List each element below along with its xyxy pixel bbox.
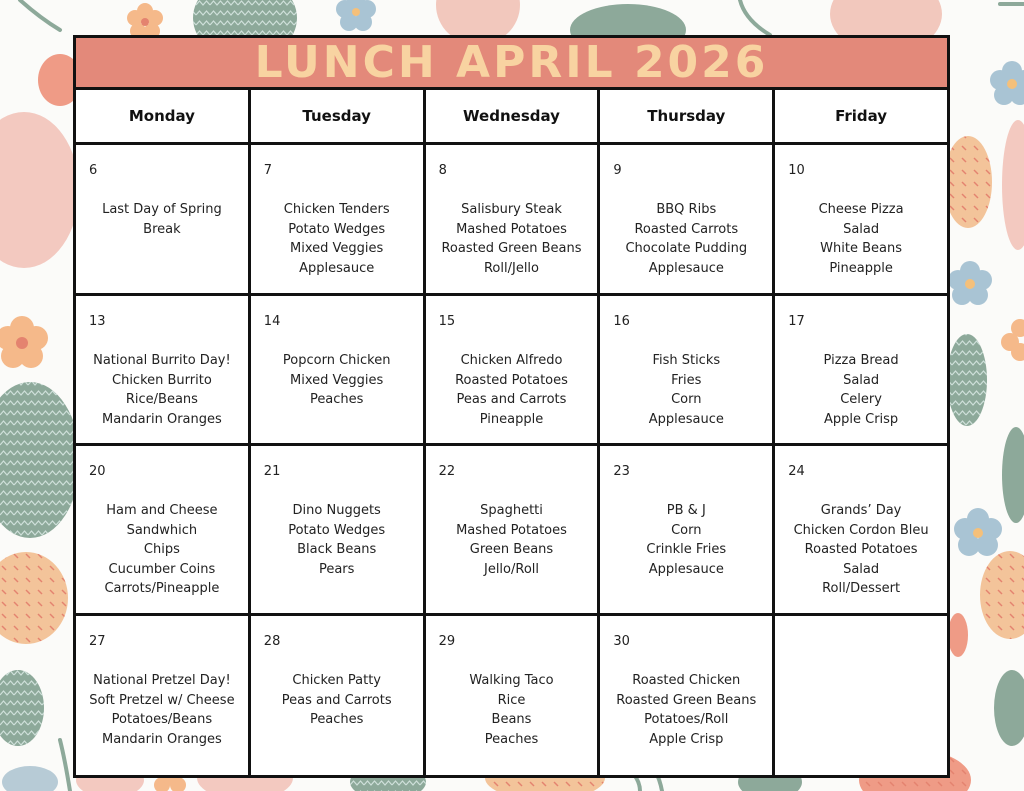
day-cell xyxy=(599,144,774,295)
menu-list xyxy=(600,351,772,429)
menu-item: Salad xyxy=(843,372,880,388)
day-cell xyxy=(249,445,424,615)
day-number: 16 xyxy=(613,314,630,329)
menu-list xyxy=(426,671,598,749)
day-cell xyxy=(75,445,250,615)
day-number: 14 xyxy=(263,314,281,329)
menu-item: Soft Pretzel w/ Cheese xyxy=(89,692,235,708)
weekday-header-monday: Monday xyxy=(75,89,250,144)
menu-list xyxy=(251,671,423,730)
menu-list xyxy=(251,200,423,278)
day-cell xyxy=(249,144,424,295)
menu-list xyxy=(600,501,772,579)
menu-item: Applesauce xyxy=(648,411,724,427)
menu-item: Roasted Chicken xyxy=(632,673,741,688)
calendar-grid xyxy=(73,87,950,778)
menu-list xyxy=(600,200,772,278)
menu-list xyxy=(251,351,423,410)
day-cell xyxy=(424,615,599,777)
day-cell xyxy=(774,295,949,445)
menu-item: Applesauce xyxy=(299,260,375,276)
menu-list xyxy=(76,351,248,429)
menu-list xyxy=(426,351,598,429)
week-row xyxy=(75,144,949,295)
menu-item: Mandarin Oranges xyxy=(102,731,222,747)
menu-item: Walking Taco xyxy=(469,673,554,688)
menu-item: Fish Sticks xyxy=(652,353,721,368)
menu-item: Corn xyxy=(671,392,702,407)
menu-item: Rice/Beans xyxy=(125,392,198,407)
weekday-header-thursday: Thursday xyxy=(599,89,774,144)
menu-item: Cucumber Coins xyxy=(108,561,216,577)
menu-item: Roasted Green Beans xyxy=(441,241,582,256)
day-cell xyxy=(75,144,250,295)
day-number: 21 xyxy=(263,464,281,479)
menu-list xyxy=(426,200,598,278)
menu-item: Pizza Bread xyxy=(823,353,899,368)
menu-item: Celery xyxy=(840,392,882,407)
day-number: 6 xyxy=(89,163,98,178)
menu-item: Chocolate Pudding xyxy=(625,241,748,256)
menu-item: Mixed Veggies xyxy=(290,241,384,256)
day-number: 24 xyxy=(788,464,805,479)
menu-list xyxy=(76,671,248,749)
menu-item: Mandarin Oranges xyxy=(102,411,222,427)
menu-list xyxy=(775,351,947,429)
weekday-header-wednesday: Wednesday xyxy=(424,89,599,144)
weekday-header-row xyxy=(75,89,949,144)
day-cell xyxy=(599,445,774,615)
menu-item: Grands’ Day xyxy=(820,503,902,518)
menu-item: Pineapple xyxy=(479,411,544,427)
weekday-header-friday: Friday xyxy=(774,89,949,144)
day-number: 22 xyxy=(438,464,456,479)
week-row xyxy=(75,445,949,615)
menu-item: Roasted Potatoes xyxy=(455,372,568,388)
menu-item: Salisbury Steak xyxy=(461,202,562,217)
menu-item: Last Day of Spring xyxy=(102,202,222,217)
menu-item: Jello/Roll xyxy=(483,561,539,577)
menu-item: Cheese Pizza xyxy=(818,202,904,217)
day-number: 8 xyxy=(438,163,447,178)
day-number: 17 xyxy=(788,314,805,329)
menu-item: Chicken Cordon Bleu xyxy=(793,522,929,538)
menu-item: Mashed Potatoes xyxy=(456,221,567,237)
day-cell xyxy=(75,295,250,445)
menu-item: Chips xyxy=(143,542,180,557)
menu-item: Popcorn Chicken xyxy=(282,353,391,368)
menu-list xyxy=(775,501,947,599)
menu-item: Chicken Burrito xyxy=(112,372,212,388)
menu-item: Apple Crisp xyxy=(649,731,724,747)
day-number: 29 xyxy=(438,634,456,649)
menu-item: National Burrito Day! xyxy=(93,353,231,368)
day-cell xyxy=(599,615,774,777)
menu-item: Spaghetti xyxy=(480,503,543,518)
menu-item: Salad xyxy=(843,221,880,237)
menu-item: Fries xyxy=(671,372,702,388)
day-number: 23 xyxy=(613,464,630,479)
menu-item: Pears xyxy=(318,561,355,577)
menu-list xyxy=(426,501,598,579)
empty-day-cell xyxy=(774,615,949,777)
calendar-title: LUNCH APRIL 2026 xyxy=(254,36,769,88)
menu-item: Peas and Carrots xyxy=(456,392,567,407)
day-cell xyxy=(75,615,250,777)
menu-list xyxy=(775,200,947,278)
week-row xyxy=(75,295,949,445)
menu-item: Roasted Potatoes xyxy=(804,542,918,557)
day-cell xyxy=(424,295,599,445)
menu-item: Break xyxy=(143,221,181,237)
menu-item: Crinkle Fries xyxy=(646,542,727,557)
menu-item: Salad xyxy=(843,561,880,577)
weekday-header-tuesday: Tuesday xyxy=(249,89,424,144)
menu-item: Carrots/Pineapple xyxy=(104,581,220,596)
menu-item: Roasted Carrots xyxy=(634,221,739,237)
menu-list xyxy=(76,501,248,599)
menu-item: White Beans xyxy=(820,241,902,256)
menu-item: Beans xyxy=(491,712,532,727)
day-cell xyxy=(424,445,599,615)
menu-item: Peaches xyxy=(484,731,539,747)
day-number: 30 xyxy=(613,634,630,649)
menu-item: Potato Wedges xyxy=(288,221,386,237)
menu-item: Mixed Veggies xyxy=(290,372,384,388)
day-cell xyxy=(249,615,424,777)
day-cell xyxy=(424,144,599,295)
day-cell xyxy=(774,445,949,615)
day-number: 20 xyxy=(89,464,106,479)
menu-item: Apple Crisp xyxy=(823,411,899,427)
menu-item: BBQ Ribs xyxy=(656,202,717,217)
menu-item: Chicken Tenders xyxy=(283,202,390,217)
menu-item: Chicken Patty xyxy=(292,673,381,688)
day-number: 28 xyxy=(263,634,281,649)
menu-item: Potatoes/Roll xyxy=(644,712,729,727)
menu-list xyxy=(251,501,423,579)
menu-item: PB & J xyxy=(666,503,706,518)
menu-item: Roll/Jello xyxy=(483,260,539,276)
menu-item: Applesauce xyxy=(648,260,724,276)
day-number: 9 xyxy=(613,163,622,178)
lunch-calendar xyxy=(73,35,950,778)
day-number: 15 xyxy=(438,314,456,329)
menu-item: Pineapple xyxy=(829,260,893,276)
menu-item: National Pretzel Day! xyxy=(93,673,231,688)
menu-item: Black Beans xyxy=(297,542,377,557)
menu-item: Corn xyxy=(671,522,702,538)
menu-item: Chicken Alfredo xyxy=(460,353,563,368)
day-number: 10 xyxy=(788,163,805,178)
day-cell xyxy=(774,144,949,295)
day-cell xyxy=(599,295,774,445)
menu-item: Sandwhich xyxy=(126,522,198,538)
menu-item: Roasted Green Beans xyxy=(616,692,757,708)
day-number: 7 xyxy=(263,163,273,178)
menu-item: Peaches xyxy=(309,392,364,407)
menu-list xyxy=(600,671,772,749)
menu-list xyxy=(76,200,248,239)
menu-item: Roll/Dessert xyxy=(822,581,901,596)
day-cell xyxy=(249,295,424,445)
menu-item: Mashed Potatoes xyxy=(456,522,567,538)
day-number: 13 xyxy=(89,314,106,329)
menu-item: Ham and Cheese xyxy=(106,503,218,518)
menu-item: Peaches xyxy=(309,712,364,727)
day-number: 27 xyxy=(89,634,106,649)
menu-item: Rice xyxy=(497,692,526,708)
menu-item: Peas and Carrots xyxy=(281,692,392,708)
calendar-banner xyxy=(73,35,950,87)
menu-item: Potato Wedges xyxy=(288,522,386,538)
menu-item: Green Beans xyxy=(469,542,554,557)
menu-item: Dino Nuggets xyxy=(292,503,381,518)
week-row xyxy=(75,615,949,777)
menu-item: Potatoes/Beans xyxy=(111,712,213,727)
menu-item: Applesauce xyxy=(648,561,724,577)
